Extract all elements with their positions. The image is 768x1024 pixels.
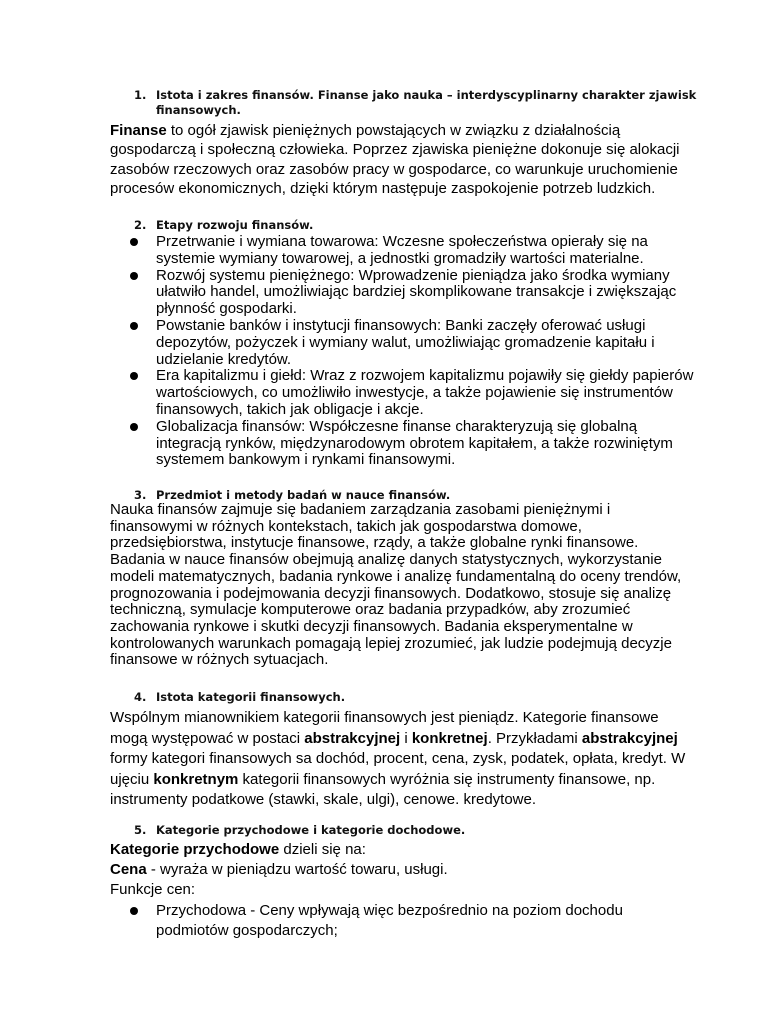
section-2-number: 2. (134, 218, 147, 232)
term-kategorie-przychodowe: Kategorie przychodowe (110, 841, 280, 858)
section-3-paragraph: Nauka finansów zajmuje się badaniem zarządzania zasobami pieniężnymi i finansowymi w różnych kontekstach, takich jak gospodarstwa domowe, przedsiębiorstwa, instytucje finansowe, rządy, a także globalne rynki finansowe. Badania w nauce finansów obejmują analizę danych statystycznych, wykorzystanie modeli matematycznych, badania rynkowe i analizę fundamentalną do oceny trendów, prognozowania i podejmowania decyzji finansowych. Dodatkowo, stosuje się analizę techniczną, symulacje komputerowe oraz badania przypadków, aby zrozumieć zachowania rynkowe i skutki decyzji finansowych. Badania eksperymentalne w kontrolowanych warunkach pomagają lepiej zrozumieć, jak ludzie podejmują decyzje finansowe w różnych sytuacjach. (110, 501, 682, 669)
section-5-number: 5. (134, 823, 147, 837)
section-1-heading-line: finansowych. (156, 103, 241, 117)
term-konkretnej: konkretnej (411, 729, 488, 747)
bullet-icon (130, 238, 138, 246)
list-item: Powstanie banków i instytucji finansowych: Banki zaczęły oferować usługi depozytów, pożyczek i wymiany walut, umożliwiając gromadzenie kapitału i udzielanie kredytów. (110, 318, 730, 368)
bullet-icon (130, 372, 138, 380)
term-konkretnym: konkretnym (153, 770, 239, 788)
document-page: 1. Istota i zakres finansów. Finanse jako nauka – interdyscyplinarny charakter zjawisk finansowych. Finanse to ogół zjawisk pieniężnych powstających w związku z działalnością gospodarczą i społeczną człowieka. Poprzez zjawiska pieniężne dokonuje się alokacji zasobów rzeczowych oraz zasobów pracy w gospodarce, co warunkuje uruchomienie procesów ekonomicznych, dzięki którym następuje zaspokojenie potrzeb ludzkich. 2. Etapy rozwoju finansów. Przetrwanie i wymiana towarowa: Wczesne społeczeństwa opierały się na systemie wymiany towarowej, a jednostki gromadziły wartości materialne. Rozwój systemu pieniężnego: Wprowadzenie pieniądza jako środka wymiany ułatwiło handel, umożliwiając bardziej skomplikowane transakcje i zwiększając płynność gospodarki. Powstanie banków i instytucji finansowych: Banki zaczęły oferować usługi depozytów, pożyczek i wymiany walut, umożliwiając gromadzenie kapitału i udzielanie kredytów. Era kapitalizmu i giełd: Wraz z rozwojem kapitalizmu pojawiły się giełdy papierów wartościowych, co umożliwiło inwestycje, a także pojawienie się instrumentów finansowych, takich jak obligacje i akcje. Globalizacja finansów: Współczesne finanse charakteryzują się globalną integracją rynków, międzynarodowym obrotem kapitałem, a także rozwiniętym systemem bankowym i rynkami finansowymi. 3. Przedmiot i metody badań w nauce finansów. Nauka finansów zajmuje się badaniem zarządzania zasobami pieniężnymi i finansowymi w różnych kontekstach, takich jak gospodarstwa domowe, przedsiębiorstwa, instytucje finansowe, rządy, a także globalne rynki finansowe. Badania w nauce finansów obejmują analizę danych statystycznych, wykorzystanie modeli matematycznych, badania rynkowe i analizę fundamentalną do oceny trendów, prognozowania i podejmowania decyzji finansowych. Dodatkowo, stosuje się analizę techniczną, symulacje komputerowe oraz badania przypadków, aby zrozumieć zachowania rynkowe i skutki decyzji finansowych. Badania eksperymentalne w kontrolowanych warunkach pomagają lepiej zrozumieć, jak ludzie podejmują decyzje finansowe w różnych sytuacjach. 4. Istota kategorii finansowych. Wspólnym mianownikiem kategorii finansowych jest pieniądz. Kategorie finansowe mogą występować w postaci abstrakcyjnej i konkretnej. Przykładami abstrakcyjnej formy kategori finansowych sa dochód, procent, cena, zysk, podatek, opłata, kredyt. W ujęciu konkretnym kategorii finansowych wyróżnia się instrumenty finansowe, np. instrumenty podatkowe (stawki, skale, ulgi), cenowe. kredytowe. 5. Kategorie przychodowe i kategorie dochodowe. Kategorie przychodowe dzieli się na: Cena - wyraża w pieniądzu wartość towaru, usługi. Funkcje cen: Przychodowa - Ceny wpływają więc bezpośrednio na poziom dochodu podmiotów gospodarczych; (0, 0, 768, 1024)
bullet-icon (130, 272, 138, 280)
section-4-number: 4. (134, 690, 147, 704)
section-1-number: 1. (134, 88, 147, 102)
section-5-paragraph: Kategorie przychodowe dzieli się na: Cena - wyraża w pieniądzu wartość towaru, usługi. Funkcje cen: (110, 841, 448, 898)
section-1-paragraph: Finanse to ogół zjawisk pieniężnych powstających w związku z działalnością gospodarczą i społeczną człowieka. Poprzez zjawiska pieniężne dokonuje się alokacji zasobów rzeczowych oraz zasobów pracy w gospodarce, co warunkuje uruchomienie procesów ekonomicznych, dzięki którym następuje zaspokojenie potrzeb ludzkich. (110, 122, 680, 198)
term-finanse: Finanse (110, 122, 167, 139)
section-1-heading-line: Istota i zakres finansów. Finanse jako nauka – interdyscyplinarny charakter zjawisk (156, 88, 697, 102)
term-abstrakcyjnej: abstrakcyjnej (304, 729, 401, 747)
section-5-bullet-list (110, 901, 730, 941)
list-item: Przychodowa - Ceny wpływają więc bezpośrednio na poziom dochodu podmiotów gospodarczych; (110, 901, 730, 941)
list-item: Przetrwanie i wymiana towarowa: Wczesne społeczeństwa opierały się na systemie wymiany towarowej, a jednostki gromadziły wartości materialne. (110, 234, 730, 268)
term-cena: Cena (110, 861, 147, 878)
bullet-icon (130, 907, 138, 915)
term-abstrakcyjnej: abstrakcyjnej (581, 729, 678, 747)
list-item: Era kapitalizmu i giełd: Wraz z rozwojem kapitalizmu pojawiły się giełdy papierów wartościowych, co umożliwiło inwestycje, a także pojawienie się instrumentów finansowych, takich jak obligacje i akcje. (110, 368, 730, 418)
section-2-bullet-list (110, 234, 730, 469)
list-item: Globalizacja finansów: Współczesne finanse charakteryzują się globalną integracją rynków, międzynarodowym obrotem kapitałem, a także rozwiniętym systemem bankowym i rynkami finansowymi. (110, 419, 730, 469)
section-3-number: 3. (134, 488, 147, 502)
section-4-paragraph: Wspólnym mianownikiem kategorii finansowych jest pieniądz. Kategorie finansowe mogą występować w postaci abstrakcyjnej i konkretnej. Przykładami abstrakcyjnej formy kategori finansowych sa dochód, procent, cena, zysk, podatek, opłata, kredyt. W ujęciu konkretnym kategorii finansowych wyróżnia się instrumenty finansowe, np. instrumenty podatkowe (stawki, skale, ulgi), cenowe. kredytowe. (110, 709, 686, 809)
bullet-icon (130, 423, 138, 431)
bullet-icon (130, 322, 138, 330)
list-item: Rozwój systemu pieniężnego: Wprowadzenie pieniądza jako środka wymiany ułatwiło handel, umożliwiając bardziej skomplikowane transakcje i zwiększając płynność gospodarki. (110, 268, 730, 318)
